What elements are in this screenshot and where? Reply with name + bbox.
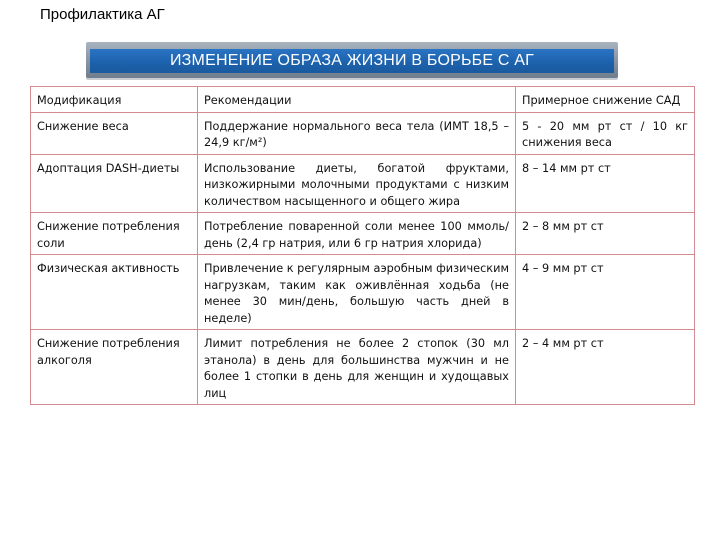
lifestyle-table bbox=[30, 86, 695, 405]
modification-cell: Снижение веса bbox=[31, 112, 198, 154]
slide-title: Профилактика АГ bbox=[40, 6, 165, 23]
table-row bbox=[31, 112, 695, 154]
recommendation-cell: Лимит потребления не более 2 стопок (30 мл этанола) в день для большинства мужчин и не более 1 стопки в день для женщин и худощавых лиц bbox=[198, 330, 516, 405]
modification-cell: Снижение потребления алкоголя bbox=[31, 330, 198, 405]
modification-cell: Снижение потребления соли bbox=[31, 213, 198, 255]
section-banner bbox=[86, 42, 618, 78]
table-row bbox=[31, 213, 695, 255]
reduction-cell: 4 – 9 мм рт ст bbox=[516, 255, 695, 330]
banner-heading: ИЗМЕНЕНИЕ ОБРАЗА ЖИЗНИ В БОРЬБЕ С АГ bbox=[90, 49, 614, 73]
column-header-recommendations: Рекомендации bbox=[198, 87, 516, 113]
recommendation-cell: Использование диеты, богатой фруктами, низкожирными молочными продуктами с низким количеством насыщенного и общего жира bbox=[198, 154, 516, 213]
table-row bbox=[31, 255, 695, 330]
reduction-cell: 5 - 20 мм рт ст / 10 кг снижения веса bbox=[516, 112, 695, 154]
modification-cell: Физическая активность bbox=[31, 255, 198, 330]
table-row bbox=[31, 154, 695, 213]
column-header-sbp-reduction: Примерное снижение САД bbox=[516, 87, 695, 113]
recommendation-cell: Привлечение к регулярным аэробным физическим нагрузкам, таким как оживлённая ходьба (не менее 30 мин/день, большую часть дней в неделе) bbox=[198, 255, 516, 330]
table-row bbox=[31, 330, 695, 405]
table-header-row bbox=[31, 87, 695, 113]
reduction-cell: 8 – 14 мм рт ст bbox=[516, 154, 695, 213]
column-header-modification: Модификация bbox=[31, 87, 198, 113]
recommendation-cell: Поддержание нормального веса тела (ИМТ 18,5 – 24,9 кг/м²) bbox=[198, 112, 516, 154]
reduction-cell: 2 – 8 мм рт ст bbox=[516, 213, 695, 255]
reduction-cell: 2 – 4 мм рт ст bbox=[516, 330, 695, 405]
modification-cell: Адоптация DASH-диеты bbox=[31, 154, 198, 213]
recommendation-cell: Потребление поваренной соли менее 100 ммоль/день (2,4 гр натрия, или 6 гр натрия хлорида) bbox=[198, 213, 516, 255]
